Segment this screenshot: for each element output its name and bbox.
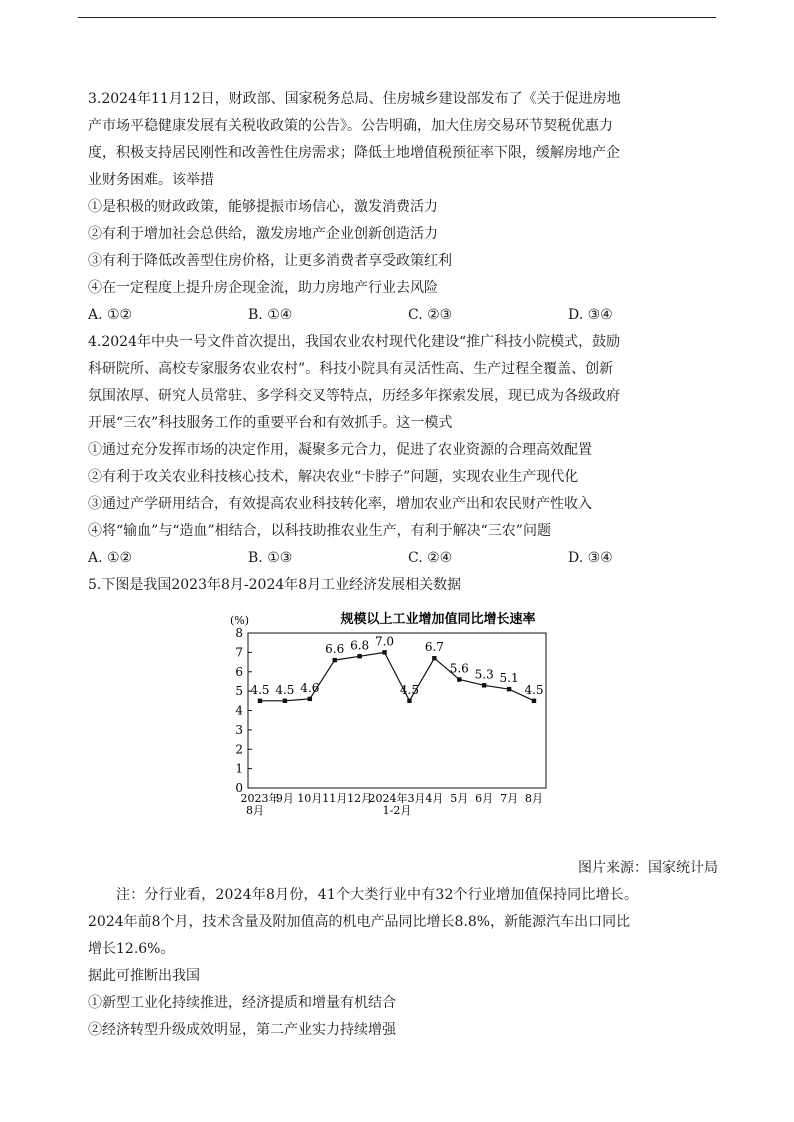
q4-stem-line: 氛围浓厚、研究人员常驻、多学科交叉等特点，历经多年探索发展，现已成为各级政府 xyxy=(88,388,620,404)
x-tick-label: 2023年 xyxy=(240,792,280,805)
question-4 xyxy=(88,329,718,572)
y-axis-ticks xyxy=(235,626,252,795)
data-point xyxy=(457,677,461,681)
q5-statement-1: ①新型工业化持续推进，经济提质和增量有机结合 xyxy=(88,995,396,1011)
data-point xyxy=(482,683,486,687)
q3-option-b[interactable]: B. ①④ xyxy=(248,307,293,323)
q4-options xyxy=(88,545,718,572)
chart-note-line-3: 增长12.6%。 xyxy=(88,941,175,957)
data-label: 7.0 xyxy=(374,634,395,649)
q3-stem-line: 业财务困难。该举措 xyxy=(88,172,214,188)
data-point xyxy=(407,699,411,703)
data-label: 6.7 xyxy=(424,640,444,655)
data-label: 4.6 xyxy=(300,680,320,695)
q3-stem-line: 3.2024年11月12日，财政部、国家税务总局、住房城乡建设部发布了《关于促进房地 xyxy=(88,91,621,107)
q4-statement-1: ①通过充分发挥市场的决定作用，凝聚多元合力，促进了农业资源的合理高效配置 xyxy=(88,442,592,458)
y-tick-label: 3 xyxy=(235,722,243,737)
y-tick-label: 7 xyxy=(235,645,243,660)
x-tick-label: 1-2月 xyxy=(382,804,412,817)
q3-stem-line: 度，积极支持居民刚性和改善性住房需求；降低土地增值税预征率下限，缓解房地产企 xyxy=(88,145,620,161)
y-tick-label: 5 xyxy=(235,684,243,699)
data-label: 5.3 xyxy=(474,667,494,682)
data-point xyxy=(532,699,536,703)
y-tick-label: 6 xyxy=(235,664,243,679)
q4-option-d[interactable]: D. ③④ xyxy=(568,550,613,566)
data-point xyxy=(432,656,436,660)
q5-lead: 据此可推断出我国 xyxy=(88,968,200,984)
chart-plot-frame xyxy=(248,633,546,788)
data-point xyxy=(333,658,337,662)
q3-option-a[interactable]: A. ①② xyxy=(88,307,133,323)
data-label: 6.8 xyxy=(350,638,370,653)
x-tick-label: 8月 xyxy=(246,804,264,817)
y-tick-label: 4 xyxy=(235,703,243,718)
q4-statement-4: ④将“输血”与“造血”相结合，以科技助推农业生产，有利于解决“三农”问题 xyxy=(88,523,551,539)
question-3 xyxy=(88,86,718,329)
y-tick-label: 1 xyxy=(235,761,243,776)
chart-y-axis-label: (%) xyxy=(230,614,250,627)
industrial-growth-chart xyxy=(88,605,718,855)
x-tick-label: 11月 xyxy=(322,792,348,805)
data-label: 5.6 xyxy=(449,661,469,676)
data-point xyxy=(382,650,386,654)
data-point xyxy=(357,654,361,658)
x-tick-label: 12月 xyxy=(347,792,373,805)
q4-option-c[interactable]: C. ②④ xyxy=(408,550,453,566)
data-label: 4.5 xyxy=(524,682,544,697)
q4-statement-3: ③通过产学研用结合，有效提高农业科技转化率，增加农业产出和农民财产性收入 xyxy=(88,496,592,512)
data-label: 4.5 xyxy=(399,682,420,697)
x-axis-ticks xyxy=(241,791,544,817)
q4-stem-line: 4.2024年中央一号文件首次提出，我国农业农村现代化建设“推广科技小院模式，鼓励 xyxy=(88,334,621,350)
x-tick-label: 2024年3月 xyxy=(368,792,426,805)
x-tick-label: 4月 xyxy=(425,792,444,805)
y-tick-label: 8 xyxy=(235,626,243,640)
data-label: 5.1 xyxy=(499,671,519,686)
data-label: 6.6 xyxy=(325,642,345,657)
data-point xyxy=(258,699,262,703)
q3-statement-4: ④在一定程度上提升房企现金流，助力房地产行业去风险 xyxy=(88,280,438,296)
q3-statement-2: ②有利于增加社会总供给，激发房地产企业创新创造活力 xyxy=(88,226,438,242)
x-tick-label: 7月 xyxy=(500,792,519,805)
x-tick-label: 10月 xyxy=(297,792,323,805)
q4-stem-line: 科研院所、高校专家服务农业农村”。科技小院具有灵活性高、生产过程全覆盖、创新 xyxy=(88,361,614,377)
q5-stem: 5.下图是我国2023年8月-2024年8月工业经济发展相关数据 xyxy=(88,577,462,593)
x-tick-label: 6月 xyxy=(475,792,494,805)
data-label: 4.5 xyxy=(275,682,295,697)
q4-option-b[interactable]: B. ①③ xyxy=(248,550,293,566)
question-5 xyxy=(88,572,718,1044)
q3-option-c[interactable]: C. ②③ xyxy=(408,307,453,323)
q5-statement-2: ②经济转型升级成效明显，第二产业实力持续增强 xyxy=(88,1022,396,1038)
x-tick-label: 9月 xyxy=(275,792,294,805)
chart-source: 图片来源：国家统计局 xyxy=(578,860,718,876)
chart-note-line-2: 2024年前8个月，技术含量及附加值高的机电产品同比增长8.8%，新能源汽车出口同比 xyxy=(88,914,631,930)
data-point xyxy=(507,687,511,691)
y-tick-label: 2 xyxy=(235,742,243,757)
chart-title: 规模以上工业增加值同比增长速率 xyxy=(340,612,536,627)
q3-statement-3: ③有利于降低改善型住房价格，让更多消费者享受政策红利 xyxy=(88,253,452,269)
document-body xyxy=(88,86,718,1044)
q4-statement-2: ②有利于攻关农业科技核心技术，解决农业“卡脖子”问题，实现农业生产现代化 xyxy=(88,469,579,485)
data-label: 4.5 xyxy=(250,682,270,697)
q4-option-a[interactable]: A. ①② xyxy=(88,550,133,566)
x-tick-label: 5月 xyxy=(450,792,469,805)
q3-statement-1: ①是积极的财政政策，能够提振市场信心，激发消费活力 xyxy=(88,199,438,215)
y-tick-label: 0 xyxy=(235,781,243,795)
data-point xyxy=(308,697,312,701)
x-tick-label: 8月 xyxy=(525,792,543,805)
line-chart-svg xyxy=(228,605,568,853)
top-rule xyxy=(78,17,716,18)
q3-options xyxy=(88,302,718,329)
q4-stem-line: 开展“三农”科技服务工作的重要平台和有效抓手。这一模式 xyxy=(88,415,453,431)
data-point xyxy=(283,699,287,703)
q3-option-d[interactable]: D. ③④ xyxy=(568,307,613,323)
q3-stem-line: 产市场平稳健康发展有关税收政策的公告》。公告明确，加大住房交易环节契税优惠力 xyxy=(88,118,613,134)
chart-note-line-1: 注：分行业看，2024年8月份，41个大类行业中有32个行业增加值保持同比增长。 xyxy=(116,887,639,903)
